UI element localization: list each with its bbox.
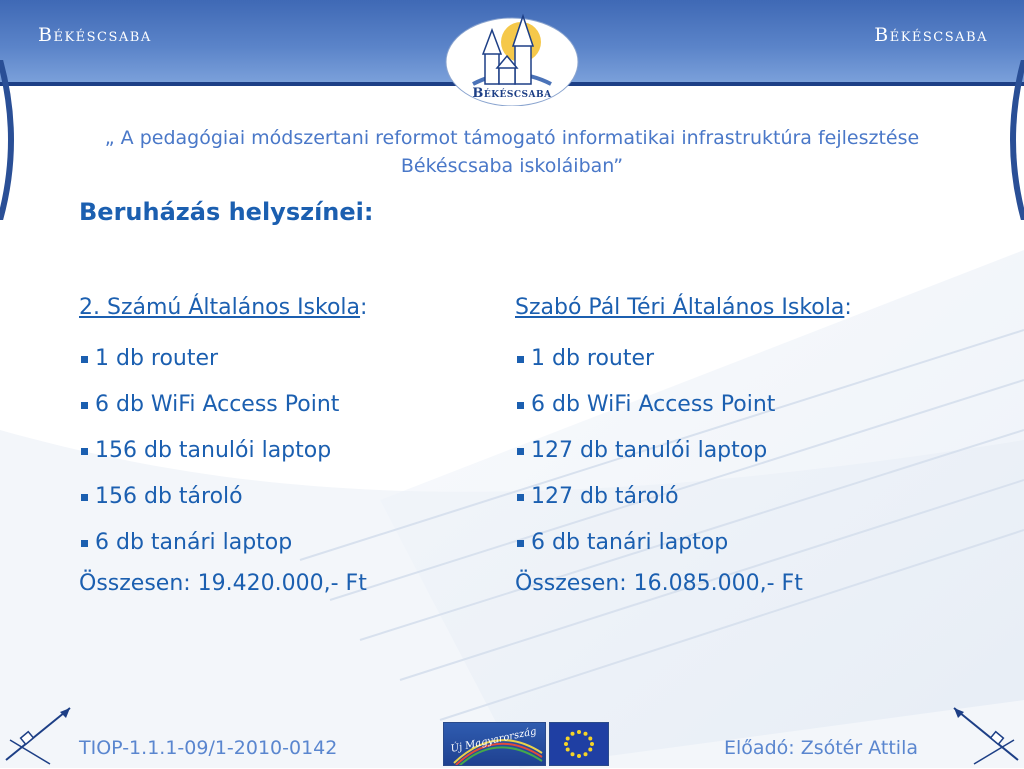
list-item-text: 156 db tároló xyxy=(95,484,243,509)
right-side-arc xyxy=(1002,60,1024,220)
square-bullet-icon xyxy=(81,494,88,501)
school-heading-colon: : xyxy=(844,295,852,320)
uj-magyarorszag-badge xyxy=(443,722,546,766)
list-item-text: 6 db tanári laptop xyxy=(95,530,293,555)
school-column-left xyxy=(79,290,499,612)
eu-flag xyxy=(549,722,609,766)
square-bullet-icon xyxy=(517,494,524,501)
list-item xyxy=(79,382,499,428)
list-item xyxy=(79,474,499,520)
list-item xyxy=(515,520,935,566)
list-item xyxy=(515,382,935,428)
list-item xyxy=(515,336,935,382)
left-side-arc xyxy=(0,60,22,220)
project-code: TIOP-1.1.1-09/1-2010-0142 xyxy=(79,737,338,759)
list-item-text: 127 db tanulói laptop xyxy=(531,438,768,463)
presentation-subtitle: „ A pedagógiai módszertani reformot támogató informatikai infrastruktúra fejlesztése Békéscsaba iskoláiban” xyxy=(104,127,920,177)
list-item xyxy=(515,428,935,474)
total-amount: Összesen: 19.420.000,- Ft xyxy=(79,571,367,596)
city-logo xyxy=(443,12,581,106)
section-title: Beruházás helyszínei: xyxy=(79,198,374,226)
school-name-link[interactable]: 2. Számú Általános Iskola xyxy=(79,295,361,320)
school-column-right xyxy=(515,290,935,612)
square-bullet-icon xyxy=(517,540,524,547)
brand-title-left: Békéscsaba xyxy=(38,24,152,46)
list-item-text: 6 db WiFi Access Point xyxy=(95,392,340,417)
badge-text: Új Magyarország xyxy=(449,726,538,755)
list-item xyxy=(79,520,499,566)
square-bullet-icon xyxy=(517,356,524,363)
list-item xyxy=(79,336,499,382)
square-bullet-icon xyxy=(81,540,88,547)
school-name-link[interactable]: Szabó Pál Téri Általános Iskola xyxy=(515,295,845,320)
list-item-text: 127 db tároló xyxy=(531,484,679,509)
list-item-text: 1 db router xyxy=(95,346,219,371)
total-amount: Összesen: 16.085.000,- Ft xyxy=(515,571,803,596)
list-item-text: 156 db tanulói laptop xyxy=(95,438,332,463)
presenter-name: Előadó: Zsótér Attila xyxy=(724,737,918,759)
list-item xyxy=(515,474,935,520)
square-bullet-icon xyxy=(517,402,524,409)
list-item-text: 6 db tanári laptop xyxy=(531,530,729,555)
eu-stars-icon xyxy=(550,723,608,765)
list-item xyxy=(79,428,499,474)
school-heading xyxy=(515,290,935,336)
square-bullet-icon xyxy=(81,448,88,455)
compass-decoration-left-icon xyxy=(0,700,80,768)
list-item-text: 6 db WiFi Access Point xyxy=(531,392,776,417)
square-bullet-icon xyxy=(81,402,88,409)
school-heading xyxy=(79,290,499,336)
square-bullet-icon xyxy=(81,356,88,363)
brand-title-right: Békéscsaba xyxy=(874,24,988,46)
school-heading-colon: : xyxy=(360,295,368,320)
logo-text: Békéscsaba xyxy=(472,86,552,101)
list-item-text: 1 db router xyxy=(531,346,655,371)
square-bullet-icon xyxy=(517,448,524,455)
compass-decoration-right-icon xyxy=(944,700,1024,768)
